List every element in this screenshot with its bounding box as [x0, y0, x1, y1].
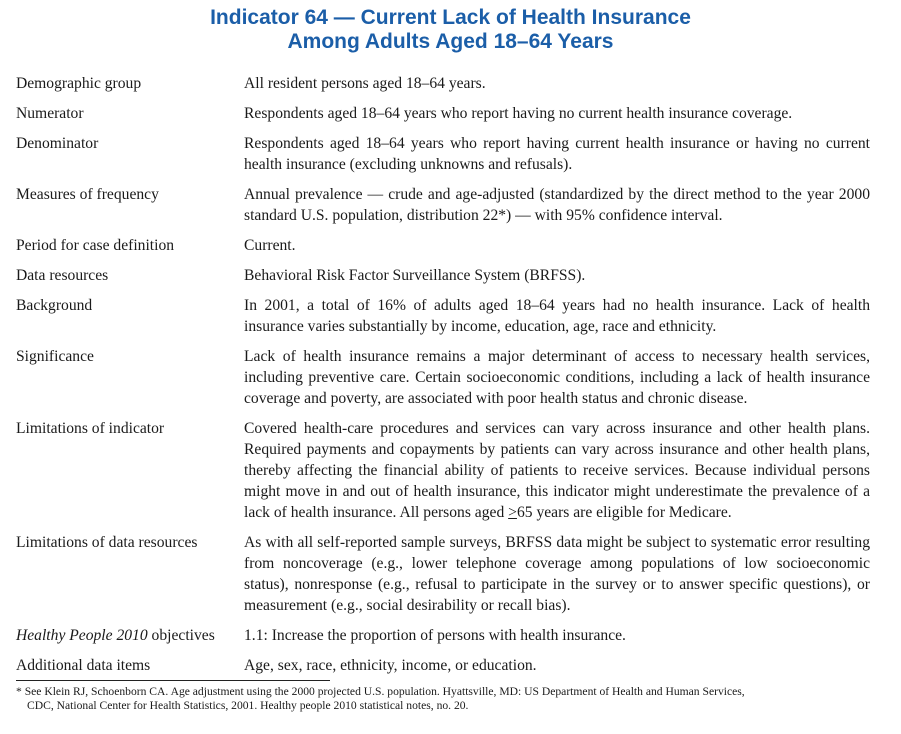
title-line-2: Among Adults Aged 18–64 Years [287, 30, 614, 53]
row-label-rest: objectives [147, 627, 215, 644]
row-label [16, 625, 244, 646]
row-label: Period for case definition [16, 237, 175, 254]
row-value: Annual prevalence — crude and age-adjusted (standardized by the direct method to the year 2000 standard U.S. population, distribution 22*) — with 95% confidence interval. [244, 186, 870, 224]
footnote-divider [16, 680, 330, 681]
row-value: Lack of health insurance remains a major determinant of access to necessary health services, including preventive care. Certain socioeconomic conditions, including a lack of health insurance coverage and poverty, are associated with poor health status and chronic disease. [244, 348, 870, 407]
row-value: All resident persons aged 18–64 years. [244, 75, 486, 92]
row-value: Respondents aged 18–64 years who report having no current health insurance coverage. [244, 105, 793, 122]
page-title [0, 6, 901, 54]
row-value: As with all self-reported sample surveys, BRFSS data might be subject to systematic error resulting from noncoverage (e.g., lower telephone coverage among populations of low socioeconomic status), nonresponse (e.g., refusal to participate in the survey or to answer specific questions), or measurement (e.g., social desirability or recall bias). [244, 534, 870, 614]
row-value: Age, sex, race, ethnicity, income, or education. [244, 657, 537, 674]
row-label: Limitations of indicator [16, 420, 165, 437]
row-value: In 2001, a total of 16% of adults aged 18–64 years had no health insurance. Lack of health insurance varies substantially by income, education, age, race and ethnicity. [244, 297, 870, 335]
row-label: Background [16, 297, 93, 314]
row-label: Demographic group [16, 75, 142, 92]
row-period-for-case-definition [16, 235, 870, 256]
greater-equal-symbol: > [508, 504, 517, 521]
row-demographic-group [16, 73, 870, 94]
value-text: 65 years are eligible for Medicare. [516, 504, 732, 521]
row-label: Significance [16, 348, 94, 365]
row-data-resources [16, 265, 870, 286]
row-limitations-of-data-resources [16, 532, 870, 616]
indicator-table [16, 73, 870, 685]
row-value: Behavioral Risk Factor Surveillance System (BRFSS). [244, 267, 586, 284]
row-value: 1.1: Increase the proportion of persons with health insurance. [244, 627, 626, 644]
row-value: Respondents aged 18–64 years who report having current health insurance or having no current health insurance (excluding unknowns and refusals). [244, 135, 870, 173]
value-text: Covered health-care procedures and services can vary across insurance and other health plans. Required payments and copayments by patients can vary across insurance and other health plans, thereby affecting the financial ability of patients to receive services. Because individual persons might move in and out of health insurance, this indicator might underestimate the prevalence of a lack of health insurance. All persons aged [244, 420, 870, 521]
row-numerator [16, 103, 870, 124]
row-denominator [16, 133, 870, 175]
row-measures-of-frequency [16, 184, 870, 226]
footnote-line-1: * See Klein RJ, Schoenborn CA. Age adjustment using the 2000 projected U.S. population. Hyattsville, MD: US Department of Health and Human Services, [16, 685, 745, 698]
row-healthy-people-objectives [16, 625, 870, 646]
row-label-italic: Healthy People 2010 [16, 627, 148, 644]
row-value: Current. [244, 237, 296, 254]
row-value [244, 418, 870, 523]
row-significance [16, 346, 870, 409]
row-limitations-of-indicator [16, 418, 870, 523]
footnote [16, 685, 876, 713]
row-additional-data-items [16, 655, 870, 676]
row-label: Denominator [16, 135, 99, 152]
row-label: Additional data items [16, 657, 151, 674]
title-line-1: Indicator 64 — Current Lack of Health Insurance [210, 6, 691, 29]
row-background [16, 295, 870, 337]
row-label: Data resources [16, 267, 109, 284]
row-label: Measures of frequency [16, 186, 159, 203]
footnote-line-2: CDC, National Center for Health Statistics, 2001. Healthy people 2010 statistical notes, no. 20. [27, 699, 469, 712]
row-label: Numerator [16, 105, 84, 122]
row-label: Limitations of data resources [16, 534, 198, 551]
